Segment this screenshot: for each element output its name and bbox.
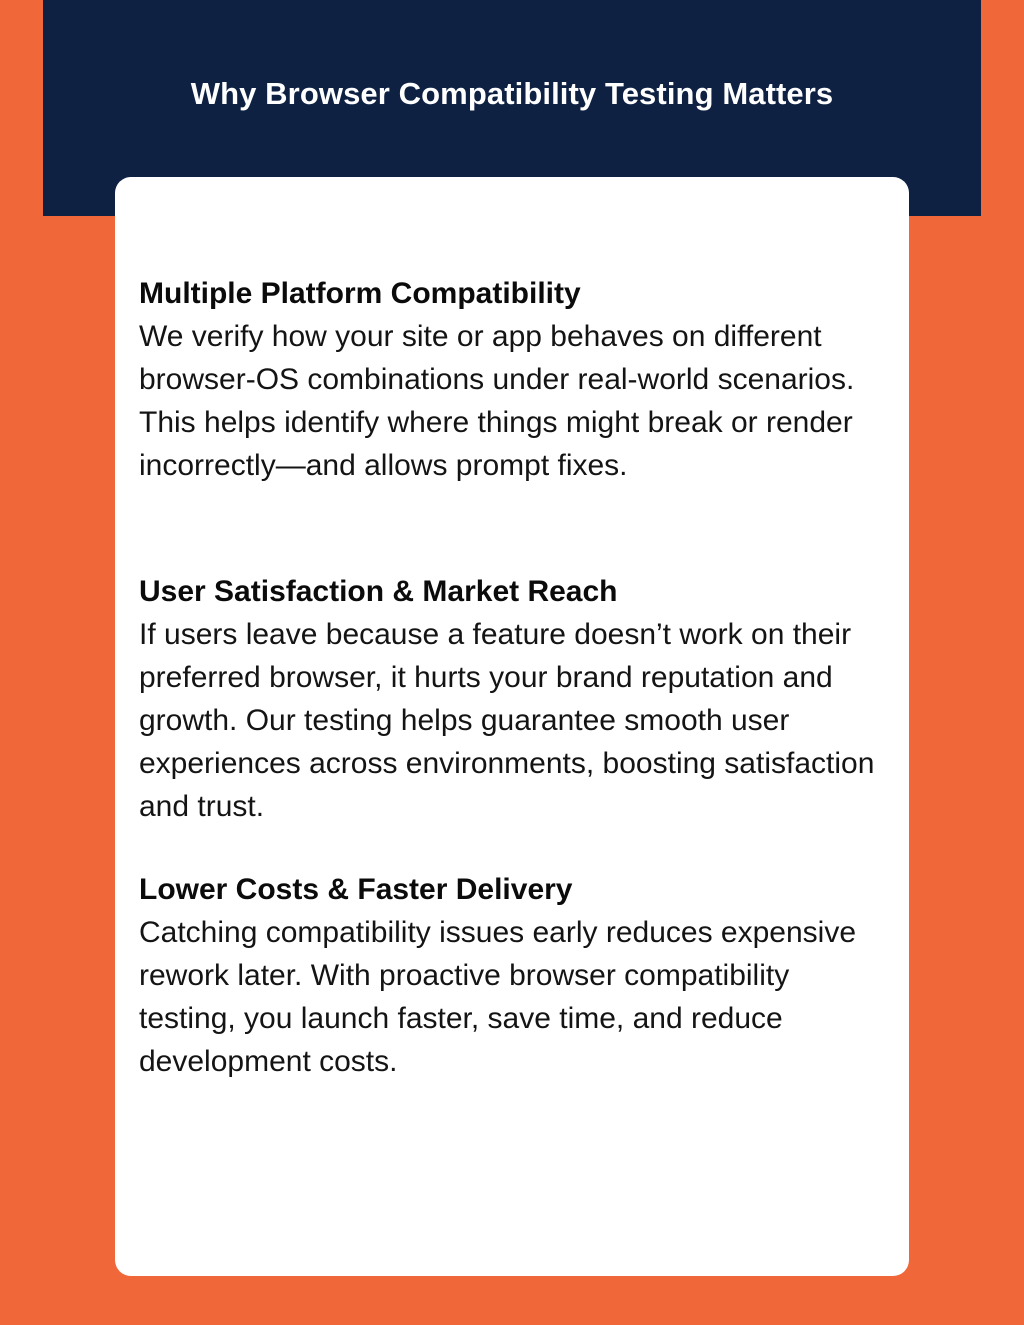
page-title: Why Browser Compatibility Testing Matters [190, 76, 834, 111]
section-body: Catching compatibility issues early reduces expensive rework later. With proactive browser compatibility testing, you launch faster, save time, and reduce development costs. [139, 916, 857, 1078]
section-user-satisfaction [139, 571, 879, 828]
section-heading: User Satisfaction & Market Reach [139, 575, 618, 608]
section-body: We verify how your site or app behaves on different browser-OS combinations under real-world scenarios. This helps identify where things might break or render incorrectly—and allows prompt fixes. [139, 320, 855, 482]
section-body: If users leave because a feature doesn’t work on their preferred browser, it hurts your brand reputation and growth. Our testing helps guarantee smooth user experiences across environments, boosting satisfaction and trust. [139, 618, 875, 823]
section-lower-costs [139, 869, 879, 1083]
section-heading: Multiple Platform Compatibility [139, 277, 581, 310]
section-multiple-platform-compatibility [139, 273, 879, 487]
section-heading: Lower Costs & Faster Delivery [139, 873, 573, 906]
content-card [115, 177, 909, 1276]
